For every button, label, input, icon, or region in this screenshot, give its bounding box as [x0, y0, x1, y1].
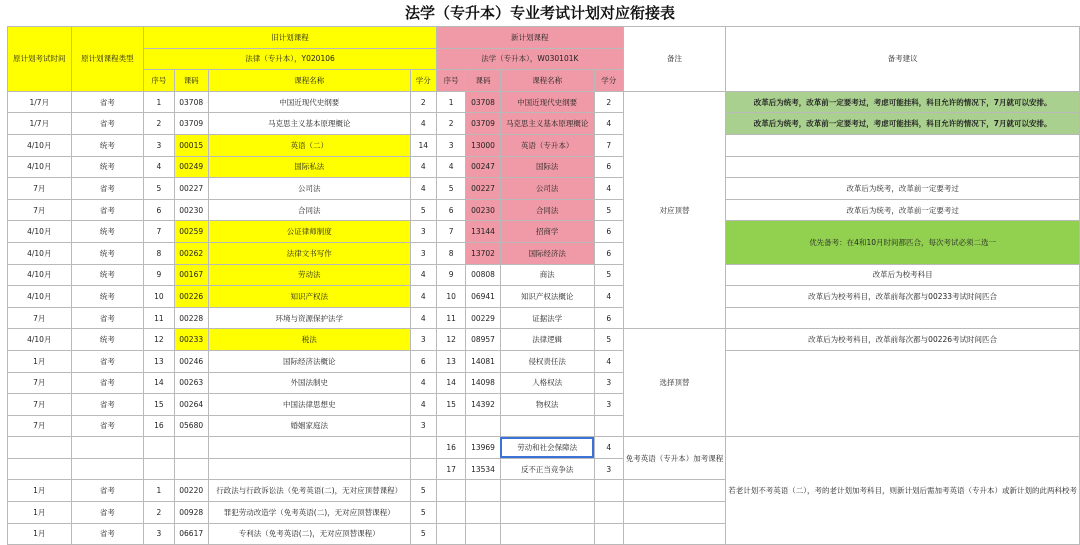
cell-new-name[interactable] — [500, 480, 594, 502]
suggestion-cell[interactable] — [726, 134, 1080, 156]
cell-new-code[interactable]: 06941 — [466, 286, 500, 308]
cell-old-code[interactable]: 03708 — [174, 91, 208, 113]
cell-old-code[interactable]: 03709 — [174, 113, 208, 135]
cell-time[interactable]: 4/10月 — [8, 286, 72, 308]
cell-new-code[interactable]: 00230 — [466, 199, 500, 221]
cell-old-code[interactable]: 00228 — [174, 307, 208, 329]
cell-type[interactable]: 省考 — [71, 199, 144, 221]
cell-old-name[interactable]: 知识产权法 — [208, 286, 410, 308]
suggestion-cell[interactable]: 改革后为统考，改革前一定要考过 — [726, 178, 1080, 200]
cell-old-seq[interactable]: 16 — [144, 415, 174, 437]
cell-new-seq[interactable]: 8 — [436, 242, 465, 264]
cell-new-seq[interactable]: 17 — [436, 458, 465, 480]
table-row — [8, 307, 1080, 329]
cell-new-name[interactable]: 国际法 — [500, 156, 594, 178]
cell-new-seq[interactable]: 3 — [436, 134, 465, 156]
cell-old-seq[interactable]: 12 — [144, 329, 174, 351]
cell-time[interactable]: 7月 — [8, 178, 72, 200]
cell-time[interactable]: 4/10月 — [8, 156, 72, 178]
cell-new-credit[interactable] — [594, 502, 623, 524]
cell-new-code[interactable]: 14081 — [466, 350, 500, 372]
cell-old-code[interactable]: 00167 — [174, 264, 208, 286]
cell-new-name[interactable]: 商法 — [500, 264, 594, 286]
cell-time[interactable]: 7月 — [8, 372, 72, 394]
cell-new-name[interactable]: 中国近现代史纲要 — [500, 91, 594, 113]
suggestion-cell[interactable]: 改革后为校考科目，改革前每次都与00233考试时间匹合 — [726, 286, 1080, 308]
cell-new-code[interactable]: 13000 — [466, 134, 500, 156]
cell-new-name[interactable]: 招商学 — [500, 221, 594, 243]
cell-old-seq[interactable]: 3 — [144, 134, 174, 156]
cell-old-credit[interactable]: 3 — [410, 221, 436, 243]
cell-new-name[interactable]: 证据法学 — [500, 307, 594, 329]
cell-type[interactable]: 省考 — [71, 372, 144, 394]
cell-old-name[interactable]: 外国法制史 — [208, 372, 410, 394]
cell-old-name[interactable]: 专利法（免考英语(二)，无对应顶替课程） — [208, 523, 410, 545]
cell-old-code[interactable]: 00263 — [174, 372, 208, 394]
header-old-credit[interactable]: 学分 — [410, 70, 436, 92]
cell-time[interactable] — [8, 458, 72, 480]
cell-time[interactable]: 4/10月 — [8, 242, 72, 264]
cell-old-credit[interactable]: 4 — [410, 113, 436, 135]
cell-new-code[interactable]: 03709 — [466, 113, 500, 135]
cell-new-credit[interactable]: 4 — [594, 178, 623, 200]
cell-time[interactable]: 7月 — [8, 415, 72, 437]
cell-new-code[interactable] — [466, 480, 500, 502]
cell-new-code[interactable] — [466, 415, 500, 437]
cell-time[interactable]: 1/7月 — [8, 91, 72, 113]
note-cell-corresponding[interactable]: 对应顶替 — [623, 91, 726, 329]
cell-type[interactable]: 省考 — [71, 394, 144, 416]
cell-old-name[interactable]: 公司法 — [208, 178, 410, 200]
cell-type[interactable]: 省考 — [71, 415, 144, 437]
cell-time[interactable]: 7月 — [8, 394, 72, 416]
cell-new-name[interactable] — [500, 523, 594, 545]
cell-old-code[interactable]: 00220 — [174, 480, 208, 502]
cell-new-seq[interactable] — [436, 523, 465, 545]
cell-old-name[interactable]: 中国法律思想史 — [208, 394, 410, 416]
cell-new-seq[interactable]: 10 — [436, 286, 465, 308]
cell-new-credit[interactable]: 4 — [594, 350, 623, 372]
note-cell[interactable] — [623, 523, 726, 545]
cell-new-seq[interactable]: 12 — [436, 329, 465, 351]
cell-type[interactable]: 省考 — [71, 502, 144, 524]
cell-new-name[interactable]: 马克思主义基本原理概论 — [500, 113, 594, 135]
cell-old-credit[interactable]: 4 — [410, 307, 436, 329]
header-old-code[interactable]: 课码 — [174, 70, 208, 92]
cell-old-seq[interactable]: 8 — [144, 242, 174, 264]
cell-type[interactable]: 统考 — [71, 134, 144, 156]
cell-old-code[interactable] — [174, 458, 208, 480]
cell-new-seq[interactable]: 5 — [436, 178, 465, 200]
header-old-plan[interactable]: 旧计划课程 — [144, 27, 437, 49]
cell-new-name[interactable]: 法律逻辑 — [500, 329, 594, 351]
cell-new-credit[interactable]: 6 — [594, 307, 623, 329]
cell-new-seq[interactable]: 9 — [436, 264, 465, 286]
course-table — [7, 26, 1080, 545]
cell-new-seq[interactable] — [436, 502, 465, 524]
cell-old-seq[interactable]: 5 — [144, 178, 174, 200]
cell-new-seq[interactable]: 13 — [436, 350, 465, 372]
cell-old-credit[interactable]: 2 — [410, 91, 436, 113]
cell-new-seq[interactable]: 4 — [436, 156, 465, 178]
cell-new-code[interactable]: 13144 — [466, 221, 500, 243]
suggestion-cell[interactable] — [726, 156, 1080, 178]
cell-new-credit[interactable]: 2 — [594, 91, 623, 113]
cell-type[interactable]: 省考 — [71, 91, 144, 113]
cell-time[interactable]: 4/10月 — [8, 264, 72, 286]
cell-new-name[interactable]: 知识产权法概论 — [500, 286, 594, 308]
cell-old-credit[interactable]: 4 — [410, 178, 436, 200]
cell-old-seq[interactable]: 2 — [144, 113, 174, 135]
cell-new-credit[interactable]: 6 — [594, 156, 623, 178]
header-suggestion[interactable]: 备考建议 — [726, 27, 1080, 92]
cell-old-name[interactable]: 行政法与行政诉讼法（免考英语(二)，无对应顶替课程） — [208, 480, 410, 502]
cell-old-credit[interactable]: 5 — [410, 199, 436, 221]
cell-old-name[interactable]: 合同法 — [208, 199, 410, 221]
table-row — [8, 199, 1080, 221]
cell-new-credit[interactable]: 6 — [594, 242, 623, 264]
cell-old-credit[interactable]: 3 — [410, 242, 436, 264]
cell-new-seq[interactable]: 1 — [436, 91, 465, 113]
table-row — [8, 156, 1080, 178]
cell-old-code[interactable]: 00262 — [174, 242, 208, 264]
suggestion-cell[interactable]: 改革后为统考，改革前一定要考过，考虑可能挂科，科目允许的情况下，7月就可以安排。 — [726, 113, 1080, 135]
cell-time[interactable]: 4/10月 — [8, 134, 72, 156]
cell-old-seq[interactable]: 13 — [144, 350, 174, 372]
cell-old-code[interactable] — [174, 437, 208, 459]
cell-old-credit[interactable]: 5 — [410, 502, 436, 524]
cell-type[interactable]: 统考 — [71, 242, 144, 264]
cell-old-name[interactable]: 英语（二） — [208, 134, 410, 156]
cell-new-credit[interactable]: 5 — [594, 264, 623, 286]
cell-old-name[interactable] — [208, 458, 410, 480]
cell-type[interactable]: 省考 — [71, 178, 144, 200]
cell-new-credit[interactable]: 4 — [594, 437, 623, 459]
cell-type[interactable] — [71, 458, 144, 480]
cell-time[interactable]: 7月 — [8, 307, 72, 329]
cell-new-seq[interactable]: 16 — [436, 437, 465, 459]
header-old-seq[interactable]: 序号 — [144, 70, 174, 92]
cell-new-credit[interactable]: 5 — [594, 329, 623, 351]
cell-new-name[interactable]: 物权法 — [500, 394, 594, 416]
cell-new-code[interactable]: 03708 — [466, 91, 500, 113]
cell-type[interactable]: 省考 — [71, 307, 144, 329]
cell-time[interactable]: 1月 — [8, 502, 72, 524]
cell-type[interactable]: 省考 — [71, 523, 144, 545]
cell-old-name[interactable]: 婚姻家庭法 — [208, 415, 410, 437]
cell-old-code[interactable]: 00246 — [174, 350, 208, 372]
cell-old-name[interactable] — [208, 437, 410, 459]
cell-time[interactable] — [8, 437, 72, 459]
cell-new-code[interactable]: 00229 — [466, 307, 500, 329]
cell-old-name[interactable]: 国际私法 — [208, 156, 410, 178]
cell-time[interactable]: 4/10月 — [8, 329, 72, 351]
cell-new-credit[interactable]: 4 — [594, 113, 623, 135]
cell-old-code[interactable]: 00928 — [174, 502, 208, 524]
cell-new-credit[interactable]: 3 — [594, 394, 623, 416]
cell-old-credit[interactable]: 4 — [410, 264, 436, 286]
cell-old-code[interactable]: 00015 — [174, 134, 208, 156]
cell-old-name[interactable]: 劳动法 — [208, 264, 410, 286]
cell-new-name-selected[interactable]: 劳动和社会保障法 — [500, 437, 594, 459]
cell-old-seq[interactable]: 3 — [144, 523, 174, 545]
header-orig-type[interactable]: 原计划课程类型 — [71, 27, 144, 92]
cell-new-code[interactable]: 13702 — [466, 242, 500, 264]
table-row — [8, 178, 1080, 200]
table-row — [8, 113, 1080, 135]
header-orig-time[interactable]: 原计划考试时间 — [8, 27, 72, 92]
cell-new-credit[interactable]: 7 — [594, 134, 623, 156]
cell-new-seq[interactable]: 11 — [436, 307, 465, 329]
cell-old-seq[interactable]: 1 — [144, 480, 174, 502]
cell-old-code[interactable]: 00233 — [174, 329, 208, 351]
cell-new-name[interactable]: 英语（专升本） — [500, 134, 594, 156]
cell-old-name[interactable]: 中国近现代史纲要 — [208, 91, 410, 113]
cell-new-code[interactable]: 00227 — [466, 178, 500, 200]
note-cell-optional[interactable]: 选择顶替 — [623, 329, 726, 437]
cell-new-seq[interactable]: 14 — [436, 372, 465, 394]
cell-old-seq[interactable]: 14 — [144, 372, 174, 394]
suggestion-cell[interactable] — [726, 350, 1080, 436]
header-new-code[interactable]: 课码 — [466, 70, 500, 92]
cell-new-credit[interactable]: 3 — [594, 458, 623, 480]
cell-type[interactable] — [71, 437, 144, 459]
header-old-major[interactable]: 法律（专升本），Y020106 — [144, 48, 437, 70]
cell-new-name[interactable] — [500, 502, 594, 524]
suggestion-cell[interactable]: 优先备考：在4和10月时间都匹合，每次考试必须二选一 — [726, 221, 1080, 264]
note-cell[interactable] — [623, 502, 726, 524]
cell-old-name[interactable]: 法律文书写作 — [208, 242, 410, 264]
cell-new-name[interactable]: 人格权法 — [500, 372, 594, 394]
cell-new-credit[interactable]: 3 — [594, 372, 623, 394]
cell-old-credit[interactable]: 4 — [410, 286, 436, 308]
header-old-name[interactable]: 课程名称 — [208, 70, 410, 92]
cell-old-code[interactable]: 00230 — [174, 199, 208, 221]
cell-old-name[interactable]: 环境与资源保护法学 — [208, 307, 410, 329]
header-new-credit[interactable]: 学分 — [594, 70, 623, 92]
header-note[interactable]: 备注 — [623, 27, 726, 92]
cell-time[interactable]: 1/7月 — [8, 113, 72, 135]
cell-new-seq[interactable] — [436, 480, 465, 502]
note-cell[interactable] — [623, 480, 726, 502]
cell-old-code[interactable]: 00226 — [174, 286, 208, 308]
cell-old-name[interactable]: 公证律师制度 — [208, 221, 410, 243]
cell-old-credit[interactable]: 3 — [410, 415, 436, 437]
table-row — [8, 91, 1080, 113]
cell-old-seq[interactable]: 11 — [144, 307, 174, 329]
table-row — [8, 264, 1080, 286]
cell-time[interactable]: 1月 — [8, 480, 72, 502]
cell-new-credit[interactable] — [594, 523, 623, 545]
cell-new-code[interactable] — [466, 523, 500, 545]
suggestion-cell[interactable]: 改革后为校考科目，改革前每次都与00226考试时间匹合 — [726, 329, 1080, 351]
cell-type[interactable]: 省考 — [71, 480, 144, 502]
cell-new-code[interactable]: 08957 — [466, 329, 500, 351]
cell-old-credit[interactable]: 5 — [410, 480, 436, 502]
cell-type[interactable]: 统考 — [71, 156, 144, 178]
cell-old-seq[interactable]: 2 — [144, 502, 174, 524]
cell-type[interactable]: 省考 — [71, 350, 144, 372]
cell-old-name[interactable]: 罪犯劳动改造学（免考英语(二)，无对应顶替课程） — [208, 502, 410, 524]
cell-old-credit[interactable]: 5 — [410, 523, 436, 545]
suggestion-cell[interactable] — [726, 307, 1080, 329]
cell-time[interactable]: 1月 — [8, 350, 72, 372]
cell-old-credit[interactable] — [410, 437, 436, 459]
cell-type[interactable]: 省考 — [71, 113, 144, 135]
cell-new-credit[interactable] — [594, 480, 623, 502]
cell-new-credit[interactable]: 4 — [594, 286, 623, 308]
cell-old-credit[interactable]: 4 — [410, 394, 436, 416]
cell-old-name[interactable]: 马克思主义基本原理概论 — [208, 113, 410, 135]
cell-new-name[interactable]: 公司法 — [500, 178, 594, 200]
cell-new-name[interactable]: 国际经济法 — [500, 242, 594, 264]
table-row — [8, 134, 1080, 156]
cell-old-seq[interactable]: 1 — [144, 91, 174, 113]
cell-old-credit[interactable]: 4 — [410, 156, 436, 178]
cell-new-code[interactable]: 00247 — [466, 156, 500, 178]
table-row — [8, 437, 1080, 459]
table-row — [8, 286, 1080, 308]
cell-time[interactable]: 4/10月 — [8, 221, 72, 243]
cell-new-credit[interactable]: 6 — [594, 221, 623, 243]
cell-old-seq[interactable]: 10 — [144, 286, 174, 308]
cell-old-seq[interactable] — [144, 437, 174, 459]
cell-old-seq[interactable]: 4 — [144, 156, 174, 178]
cell-old-credit[interactable]: 4 — [410, 372, 436, 394]
cell-time[interactable]: 7月 — [8, 199, 72, 221]
cell-new-seq[interactable]: 7 — [436, 221, 465, 243]
cell-new-code[interactable]: 14392 — [466, 394, 500, 416]
cell-old-code[interactable]: 06617 — [174, 523, 208, 545]
cell-new-seq[interactable]: 15 — [436, 394, 465, 416]
cell-new-code[interactable] — [466, 502, 500, 524]
cell-type[interactable]: 统考 — [71, 264, 144, 286]
cell-new-seq[interactable]: 2 — [436, 113, 465, 135]
cell-new-code[interactable]: 14098 — [466, 372, 500, 394]
cell-old-name[interactable]: 国际经济法概论 — [208, 350, 410, 372]
table-row — [8, 350, 1080, 372]
cell-new-seq[interactable] — [436, 415, 465, 437]
cell-old-seq[interactable] — [144, 458, 174, 480]
cell-old-seq[interactable]: 6 — [144, 199, 174, 221]
sheet-title: 法学（专升本）专业考试计划对应衔接表 — [404, 4, 675, 22]
cell-new-name[interactable] — [500, 415, 594, 437]
suggestion-cell[interactable]: 改革后为统考，改革前一定要考过 — [726, 199, 1080, 221]
cell-old-code[interactable]: 00259 — [174, 221, 208, 243]
header-row-1 — [8, 27, 1080, 49]
header-new-plan[interactable]: 新计划课程 — [436, 27, 623, 49]
cell-type[interactable]: 统考 — [71, 221, 144, 243]
cell-new-name[interactable]: 反不正当竞争法 — [500, 458, 594, 480]
table-row — [8, 221, 1080, 243]
cell-type[interactable]: 统考 — [71, 286, 144, 308]
cell-old-code[interactable]: 05680 — [174, 415, 208, 437]
table-row — [8, 329, 1080, 351]
cell-old-seq[interactable]: 9 — [144, 264, 174, 286]
note-cell-extra[interactable]: 免考英语（专升本）加考课程 — [623, 437, 726, 480]
header-new-name[interactable]: 课程名称 — [500, 70, 594, 92]
suggestion-cell[interactable]: 改革后为统考，改革前一定要考过，考虑可能挂科，科目允许的情况下，7月就可以安排。 — [726, 91, 1080, 113]
cell-old-credit[interactable]: 3 — [410, 329, 436, 351]
cell-old-code[interactable]: 00249 — [174, 156, 208, 178]
cell-old-code[interactable]: 00227 — [174, 178, 208, 200]
cell-old-code[interactable]: 00264 — [174, 394, 208, 416]
cell-time[interactable]: 1月 — [8, 523, 72, 545]
cell-type[interactable]: 统考 — [71, 329, 144, 351]
suggestion-cell[interactable]: 改革后为校考科目 — [726, 264, 1080, 286]
cell-old-credit[interactable]: 14 — [410, 134, 436, 156]
header-new-major[interactable]: 法学（专升本），W030101K — [436, 48, 623, 70]
cell-old-name[interactable]: 税法 — [208, 329, 410, 351]
cell-new-code[interactable]: 13969 — [466, 437, 500, 459]
cell-old-credit[interactable] — [410, 458, 436, 480]
cell-old-seq[interactable]: 7 — [144, 221, 174, 243]
suggestion-cell[interactable]: 若老计划不考英语（二），考的老计划加考科目，则新计划后需加考英语（专升本）或新计划的此两科校考 — [726, 437, 1080, 545]
cell-old-credit[interactable]: 6 — [410, 350, 436, 372]
cell-new-credit[interactable] — [594, 415, 623, 437]
cell-new-name[interactable]: 合同法 — [500, 199, 594, 221]
cell-new-code[interactable]: 13534 — [466, 458, 500, 480]
cell-new-name[interactable]: 侵权责任法 — [500, 350, 594, 372]
header-new-seq[interactable]: 序号 — [436, 70, 465, 92]
cell-new-seq[interactable]: 6 — [436, 199, 465, 221]
cell-new-code[interactable]: 00808 — [466, 264, 500, 286]
cell-old-seq[interactable]: 15 — [144, 394, 174, 416]
cell-new-credit[interactable]: 5 — [594, 199, 623, 221]
